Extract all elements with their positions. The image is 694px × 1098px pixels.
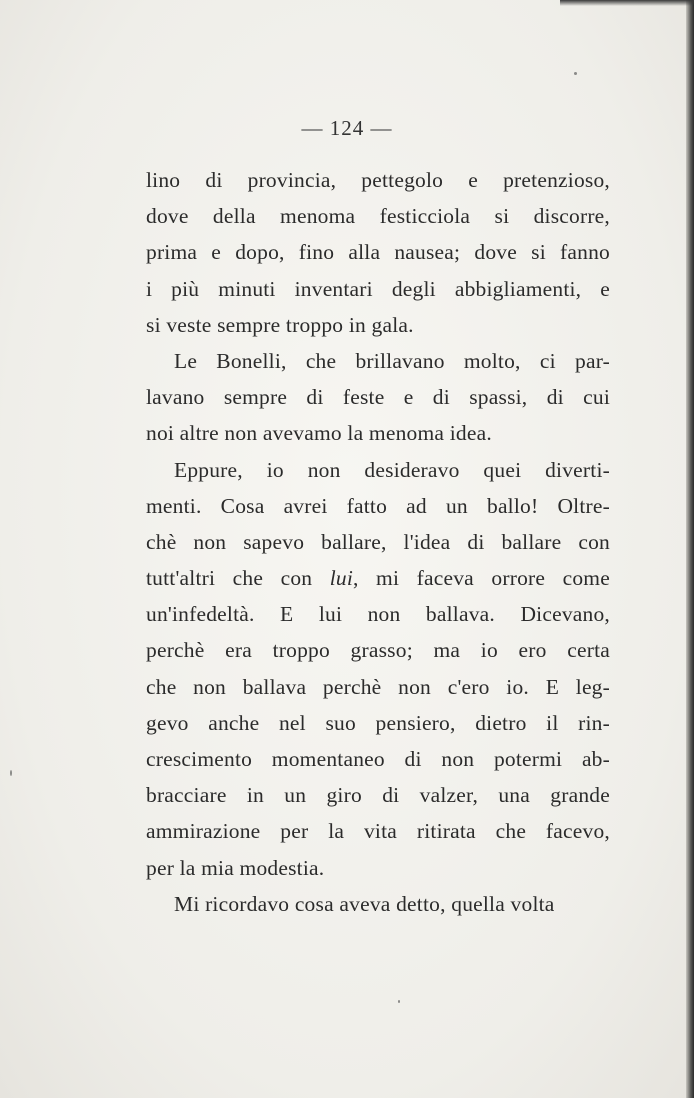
text-line: ammirazione per la vita ritirata che facevo, — [146, 819, 610, 844]
paper-speck — [10, 770, 12, 776]
paper-speck — [398, 1000, 400, 1003]
paper-speck — [574, 72, 577, 75]
text-line: lino di provincia, pettegolo e pretenzioso, — [146, 168, 610, 192]
paragraph-start-line: Mi ricordavo cosa aveva detto, quella volta — [174, 891, 555, 916]
text-line: chè non sapevo ballare, l'idea di ballare con — [146, 529, 610, 554]
text-line: tutt'altri che con lui, mi faceva orrore come — [146, 566, 610, 591]
page-number: — 124 — — [301, 116, 393, 140]
paragraph-end-line: per la mia modestia. — [146, 855, 325, 880]
text-line: gevo anche nel suo pensiero, dietro il rin- — [146, 710, 610, 735]
text-line: lavano sempre di feste e di spassi, di cui — [146, 385, 610, 410]
paragraph-end-line: noi altre non avevamo la menoma idea. — [146, 421, 492, 446]
page-top-shadow — [560, 0, 694, 6]
text-line: perchè era troppo grasso; ma io ero certa — [146, 638, 610, 663]
text-line: bracciare in un giro di valzer, una grande — [146, 783, 610, 808]
emphasis: lui — [329, 566, 353, 591]
text-line: un'infedeltà. E lui non ballava. Dicevano, — [146, 602, 610, 627]
text-line: menti. Cosa avrei fatto ad un ballo! Oltre- — [146, 493, 610, 518]
text-line: che non ballava perchè non c'ero io. E leg- — [146, 674, 610, 699]
body-text — [146, 162, 610, 922]
text-line: dove della menoma festicciola si discorre, — [146, 204, 610, 229]
page-edge-shadow — [686, 0, 694, 1098]
text-line: i più minuti inventari degli abbigliamenti, e — [146, 276, 610, 301]
paragraph-end-line: si veste sempre troppo in gala. — [146, 312, 414, 337]
text-line: prima e dopo, fino alla nausea; dove si fanno — [146, 240, 610, 265]
paragraph-start-line: Le Bonelli, che brillavano molto, ci par- — [174, 348, 610, 373]
text-line: crescimento momentaneo di non potermi ab- — [146, 747, 610, 771]
paragraph-start-line: Eppure, io non desideravo quei diverti- — [174, 457, 610, 482]
